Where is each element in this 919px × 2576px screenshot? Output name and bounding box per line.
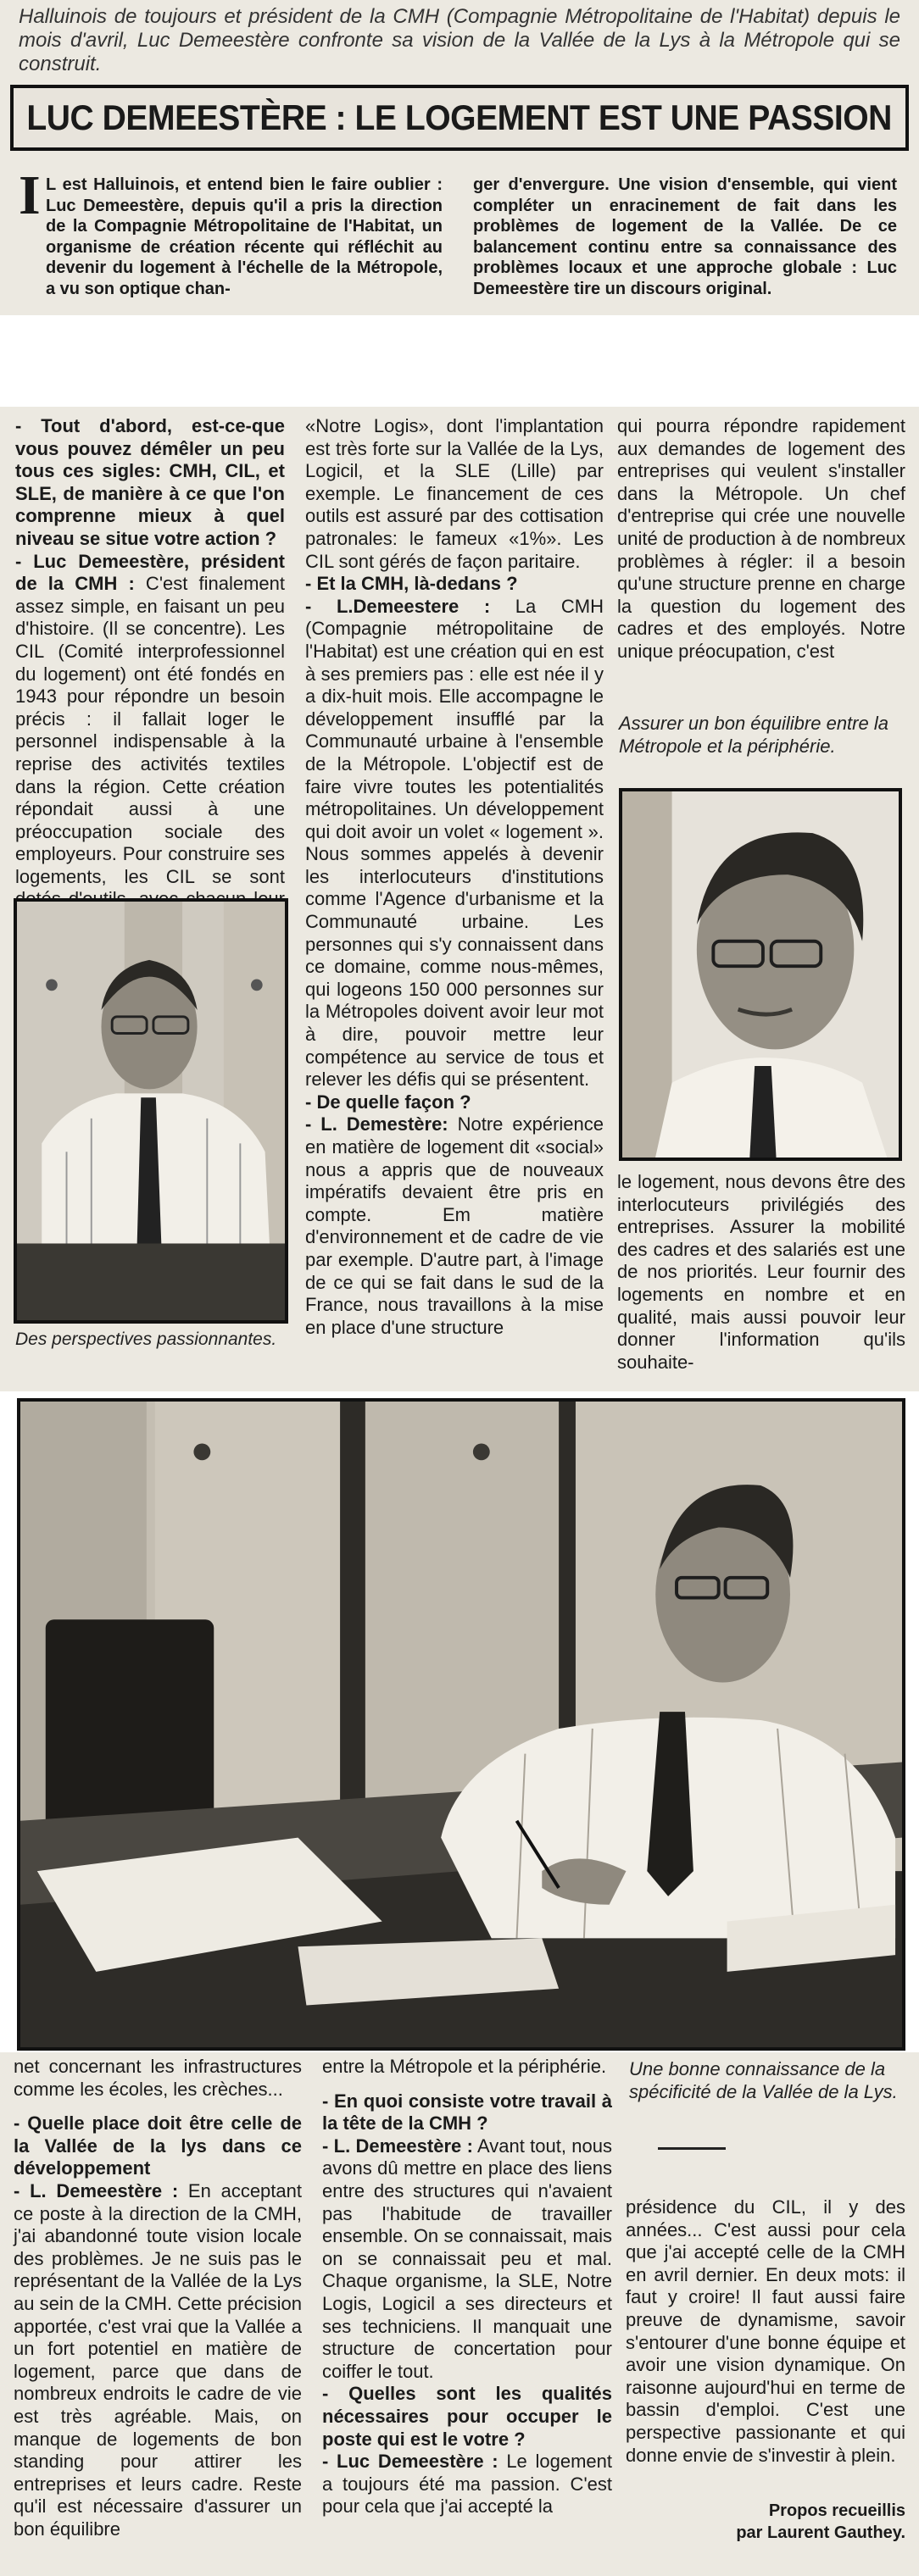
- body-col3-bottom: [617, 1171, 905, 1390]
- speaker-1: - Luc Demeestère, président de la CMH :: [15, 550, 285, 595]
- pull-quote: Assurer un bon équilibre entre la Métropole et la périphérie.: [619, 713, 888, 757]
- speaker-3: - L. Demestère:: [305, 1113, 448, 1135]
- answer-3-cont: qui pourra répondre rapidement aux demandes de logement des entreprises qui veulent s'installer dans la Métropole. Un chef d'entreprise qui crée une nouvelle unité de production à de nombreux problèmes à régler: il a besoin qu'une structure prenne en charge la question du logement des cadres et des employés. Notre unique préocupation, c'est: [617, 415, 906, 662]
- question-3: - De quelle façon ?: [305, 1091, 471, 1113]
- answer-5: Avant tout, nous avons dû mettre en place des liens entre des structures qui n'avaient pas l'habitude de travailler ensemble. On se connaissait, mais on se connaissait peu et mal. Chaque organisme, la SLE, Notre Logis, Logicil a ses directeurs et ses techniciens. Il manquait une structure de concertation pour coiffer le tout.: [322, 2135, 612, 2382]
- headline: LUC DEMEESTÈRE : LE LOGEMENT EST UNE PASSION: [26, 97, 893, 137]
- lead-col1: L est Halluinois, et entend bien le faire oublier : Luc Demeestère, depuis qu'il a pris la direction de la Compagnie Métropolitaine de l'Habitat, un organisme de création récente qui réfléchit au devenir du logement à l'échelle de la Métropole, a vu son optique chan-: [46, 175, 443, 298]
- portrait-photo-2: [619, 788, 902, 1161]
- speaker-4: - L. Demeestère :: [14, 2179, 179, 2201]
- body-col2: [305, 415, 604, 1388]
- question-1: - Tout d'abord, est-ce-que vous pouvez démêler un peu tous ces sigles: CMH, CIL, et SLE, de manière à ce que l'on comprenne mieux à quel niveau se situe votre action ?: [15, 415, 285, 549]
- answer-6: Le logement a toujours été ma passion. C'est pour cela que j'ai accepté la: [322, 2451, 612, 2518]
- answer-4: En acceptant ce poste à la direction de la CMH, j'ai abandonné toute vision locale des problèmes. Je ne suis pas le représentant de la Vallée de la Lys au sein de la CMH. Cette précision apportée, c'est vrai que la Vallée a un fort potentiel en matière de logement, parce que dans de nombreux endroits le cadre de vie est très agréable. Mais, on manque de logements de bon standing pour attirer les entreprises et leurs cadre. Reste qu'il est nécessaire d'assurer un bon équilibre: [14, 2179, 302, 2540]
- headline-box: [10, 85, 909, 151]
- speaker-6: - Luc Demeestère :: [322, 2451, 498, 2473]
- caption-photo-1: Des perspectives passionnantes.: [15, 1330, 277, 1349]
- question-5: - En quoi consiste votre travail à la tête de la CMH ?: [322, 2090, 612, 2135]
- desk-photo: [17, 1398, 905, 2051]
- answer-2: La CMH (Compagnie métropolitaine de l'Habitat) est une création qui en est à ses premiers pas : elle est née il y a dix-huit mois. Elle accompagne le développement insufflé par la Communauté urbaine à l'ensemble de la Métropole. L'objectif est de faire vivre toutes les potentialités métropolitaines. Un développement qui doit avoir un volet « logement ». Nous sommes appelés à devenir les interlocuteurs d'institutions comme l'Agence d'urbanisme et la Communauté urbaine. Les personnes qui s'y connaissent dans ce domaine, comme nous-mêmes, qui logeons 150 000 personnes sur la Métropoles doivent avoir leur mot à dire, pouvoir mettre leur compétence au service de tous et relever les défis qui se présentent.: [305, 595, 604, 1091]
- signature-line-2: par Laurent Gauthey.: [736, 2523, 905, 2542]
- question-4: - Quelle place doit être celle de la Vallée de la lys dans ce développement: [14, 2112, 302, 2179]
- caption-photo-3: Une bonne connaissance de la spécificité de la Vallée de la Lys.: [629, 2058, 898, 2102]
- answer-1: C'est finalement assez simple, en faisant un peu d'histoire. (Il se concentre). Les CIL (Comité interprofessionnel du logement) ont été fondés en 1943 pour répondre un besoin précis : il fallait loger le personnel indispensable à la reprise des activités textiles dans la région. Cette création répondait aussi à une préoccupation sociale des employeurs. Pour construire ses logements, les CIL se sont: [15, 573, 285, 887]
- portrait-photo-1: [14, 898, 288, 1324]
- bottom-col3: [626, 2196, 905, 2476]
- caption-rule: [658, 2147, 726, 2150]
- signature: [695, 2500, 905, 2544]
- answer-4-cont: entre la Métropole et la périphérie.: [322, 2056, 607, 2077]
- bottom-col2: [322, 2056, 612, 2573]
- article-body-strip: [0, 407, 919, 1391]
- desk-image: [20, 1402, 902, 2047]
- signature-line-1: Propos recueillis: [768, 2501, 905, 2520]
- portrait-image-1: [17, 902, 285, 1320]
- lead-dropcap: I: [19, 164, 41, 226]
- question-6: - Quelles sont les qualités nécessaires pour occuper le poste qui est le votre ?: [322, 2383, 612, 2450]
- portrait-image-2: [622, 791, 899, 1158]
- bottom-col1: [14, 2056, 302, 2573]
- intro-text: Halluinois de toujours et président de la CMH (Compagnie Métropolitaine de l'Habitat) depuis le mois d'avril, Luc Demeestère confronte sa vision de la Vallée de la Lys à la Métropole qui se construit.: [19, 5, 900, 75]
- speaker-5: - L. Demeestère :: [322, 2135, 473, 2157]
- question-2: - Et la CMH, là-dedans ?: [305, 573, 518, 595]
- answer-3-end: le logement, nous devons être des interlocuteurs privilégiés des entreprises. Assurer la mobilité des cadres et des salariés est une de nos priorités. Leur fournir des logements en nombre et en qualité, mais aussi pouvoir leur donner l'information qu'ils souhaite-: [617, 1171, 905, 1373]
- article-bottom-strip: [0, 2052, 919, 2576]
- body-col1-top: [15, 415, 285, 898]
- article-header: [0, 0, 919, 315]
- answer-6-cont: présidence du CIL, il y des années... C'est aussi pour cela que j'ai accepté celle de la CMH en avril dernier. En deux mots: il faut y croire! Il faut aussi faire preuve de dynamisme, savoir s'entourer d'une bonne équipe et avoir une vision dynamique. On raisonne aujourd'hui en terme de bassin d'emploi. C'est une perspective passionante et qui donne envie de s'investir à plein.: [626, 2196, 905, 2466]
- answer-1-cont: «Notre Logis», dont l'implantation est très forte sur la Vallée de la Lys, Logicil, et la SLE (Lille) par exemple. Le financement de ces outils est assuré par des cottisation patronales: le fameux «1%». Les CIL sont gérés de façon paritaire.: [305, 415, 604, 572]
- lead-col2: ger d'envergure. Une vision d'ensemble, qui vient compléter un enracinement de fait dans les problèmes de logement de la Vallée. De ce balancement continu entre sa connaissance des problèmes locaux et une approche globale : Luc Demeestère tire un discours original.: [473, 175, 897, 298]
- body-col3-top: [617, 415, 905, 686]
- answer-3-final: net concernant les infrastructures comme les écoles, les crèches...: [14, 2056, 302, 2100]
- answer-3: Notre expérience en matière de logement dit «social» nous a appris que de nouveaux impératifs devaient être pris en compte. Em matière d'environnement et de cadre de vie par exemple. D'autre part, à l'image de ce qui se fait dans le sud de la France, nous travaillons à la mise en place d'une structure: [305, 1113, 604, 1338]
- speaker-2: - L.Demeestere :: [305, 595, 491, 617]
